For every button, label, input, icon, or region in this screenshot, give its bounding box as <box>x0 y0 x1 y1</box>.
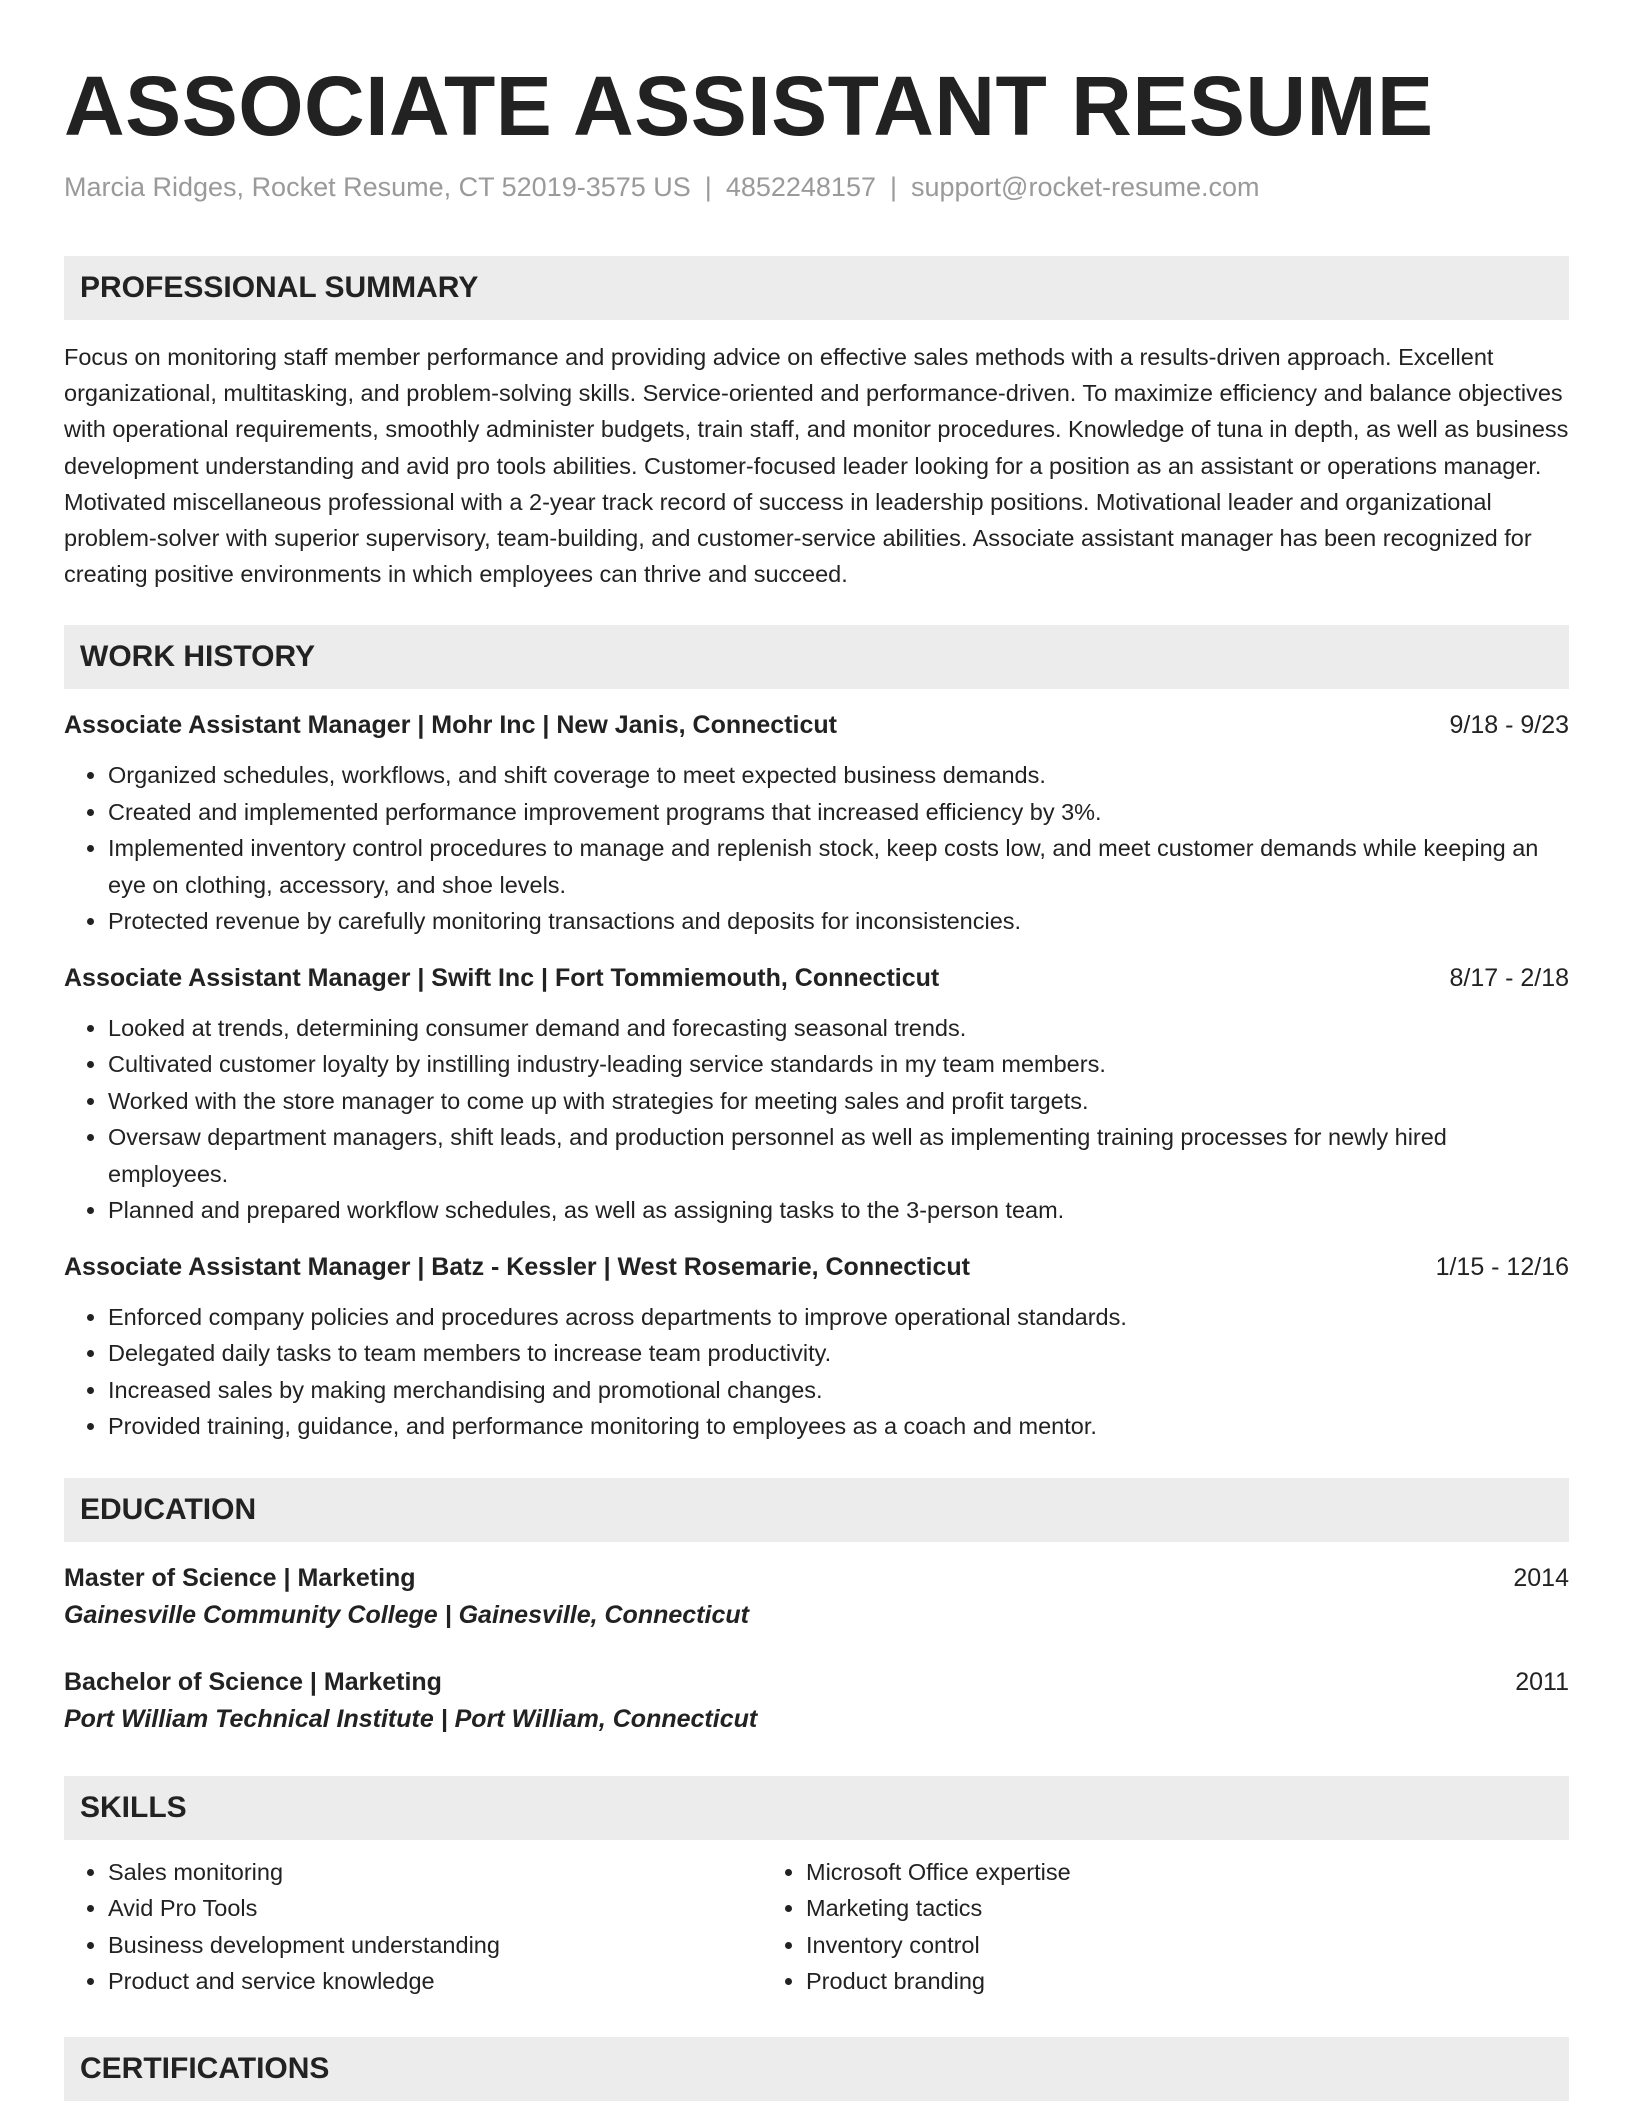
job-dates: 8/17 - 2/18 <box>1449 963 1569 992</box>
education-school: Port William Technical Institute | Port William, Connecticut <box>64 1704 758 1733</box>
job-bullet: • Created and implemented performance improvement programs that increased efficiency by 3%. <box>108 794 1569 831</box>
education-degree: Master of Science | Marketing <box>64 1563 416 1592</box>
job-bullets <box>64 1010 1569 1229</box>
job-title: Associate Assistant Manager | Mohr Inc | New Janis, Connecticut <box>64 711 837 740</box>
job-dates: 9/18 - 9/23 <box>1449 711 1569 740</box>
job-bullet: • Planned and prepared workflow schedules, as well as assigning tasks to the 3-person team. <box>108 1192 1569 1229</box>
job-title: Associate Assistant Manager | Swift Inc | Fort Tommiemouth, Connecticut <box>64 963 940 992</box>
job-entry <box>64 960 1569 1229</box>
education-header <box>64 1560 1569 1596</box>
resume-title: ASSOCIATE ASSISTANT RESUME <box>64 59 1434 153</box>
job-entry <box>64 1249 1569 1445</box>
skill-item: • Marketing tactics <box>806 1890 1362 1926</box>
skill-item: • Inventory control <box>806 1927 1362 1963</box>
section-header-education: EDUCATION <box>64 1478 1569 1542</box>
contact-separator: | <box>889 172 897 202</box>
job-bullet: • Cultivated customer loyalty by instilling industry-leading service standards in my team members. <box>108 1046 1569 1083</box>
contact-address: Marcia Ridges, Rocket Resume, CT 52019-3575 US <box>64 172 691 202</box>
skills-list <box>64 1854 1569 1999</box>
contact-email: support@rocket-resume.com <box>911 172 1260 202</box>
education-entry <box>64 1560 1569 1634</box>
education-entry <box>64 1664 1569 1738</box>
skills-column-1 <box>64 1854 762 1999</box>
summary-text: Focus on monitoring staff member performance and providing advice on effective sales methods with a results-driven approach. Excellent organizational, multitasking, and problem-solving skills. Service-oriented and performance-driven. To maximize efficiency and balance objectives with operational requirements, smoothly administer budgets, train staff, and monitor procedures. Knowledge of tuna in depth, as well as business development understanding and avid pro tools abilities. Customer-focused leader looking for a position as an assistant or operations manager. Motivated miscellaneous professional with a 2-year track record of success in leadership positions. Motivational leader and organizational problem-solver with superior supervisory, team-building, and customer-service abilities. Associate assistant manager has been recognized for creating positive environments in which employees can thrive and succeed. <box>64 344 1569 588</box>
education-header <box>64 1664 1569 1700</box>
job-bullet: • Increased sales by making merchandising and promotional changes. <box>108 1372 1569 1409</box>
job-dates: 1/15 - 12/16 <box>1435 1252 1569 1281</box>
section-header-skills: SKILLS <box>64 1776 1569 1840</box>
skill-item: • Business development understanding <box>108 1927 762 1963</box>
education-school: Gainesville Community College | Gainesville, Connecticut <box>64 1600 749 1629</box>
job-header <box>64 1249 1569 1285</box>
education-degree: Bachelor of Science | Marketing <box>64 1667 442 1696</box>
job-title: Associate Assistant Manager | Batz - Kessler | West Rosemarie, Connecticut <box>64 1252 970 1281</box>
job-header <box>64 707 1569 743</box>
job-entry <box>64 707 1569 940</box>
skill-item: • Microsoft Office expertise <box>806 1854 1362 1890</box>
job-bullet: • Delegated daily tasks to team members to increase team productivity. <box>108 1335 1569 1372</box>
contact-phone: 4852248157 <box>725 172 876 202</box>
section-header-work-history: WORK HISTORY <box>64 625 1569 689</box>
skill-item: • Product and service knowledge <box>108 1963 762 1999</box>
skills-column-2 <box>762 1854 1362 1999</box>
contact-line <box>64 170 1569 204</box>
job-bullet: • Implemented inventory control procedures to manage and replenish stock, keep costs low, and meet customer demands while keeping an eye on clothing, accessory, and shoe levels. <box>108 830 1569 903</box>
education-year: 2014 <box>1513 1563 1569 1592</box>
education-year: 2011 <box>1515 1667 1569 1696</box>
section-header-summary: PROFESSIONAL SUMMARY <box>64 256 1569 320</box>
contact-separator: | <box>704 172 712 202</box>
job-bullet: • Enforced company policies and procedures across departments to improve operational standards. <box>108 1299 1569 1336</box>
job-bullets <box>64 1299 1569 1445</box>
job-bullet: • Provided training, guidance, and performance monitoring to employees as a coach and mentor. <box>108 1408 1569 1445</box>
job-bullets <box>64 757 1569 940</box>
job-header <box>64 960 1569 996</box>
skill-item: • Avid Pro Tools <box>108 1890 762 1926</box>
job-bullet: • Protected revenue by carefully monitoring transactions and deposits for inconsistencies. <box>108 903 1569 940</box>
skill-item: • Sales monitoring <box>108 1854 762 1890</box>
skill-item: • Product branding <box>806 1963 1362 1999</box>
job-bullet: • Oversaw department managers, shift leads, and production personnel as well as implementing training processes for newly hired employees. <box>108 1119 1569 1192</box>
job-bullet: • Worked with the store manager to come up with strategies for meeting sales and profit targets. <box>108 1083 1569 1120</box>
section-header-certifications: CERTIFICATIONS <box>64 2037 1569 2101</box>
job-bullet: • Organized schedules, workflows, and shift coverage to meet expected business demands. <box>108 757 1569 794</box>
job-bullet: • Looked at trends, determining consumer demand and forecasting seasonal trends. <box>108 1010 1569 1047</box>
